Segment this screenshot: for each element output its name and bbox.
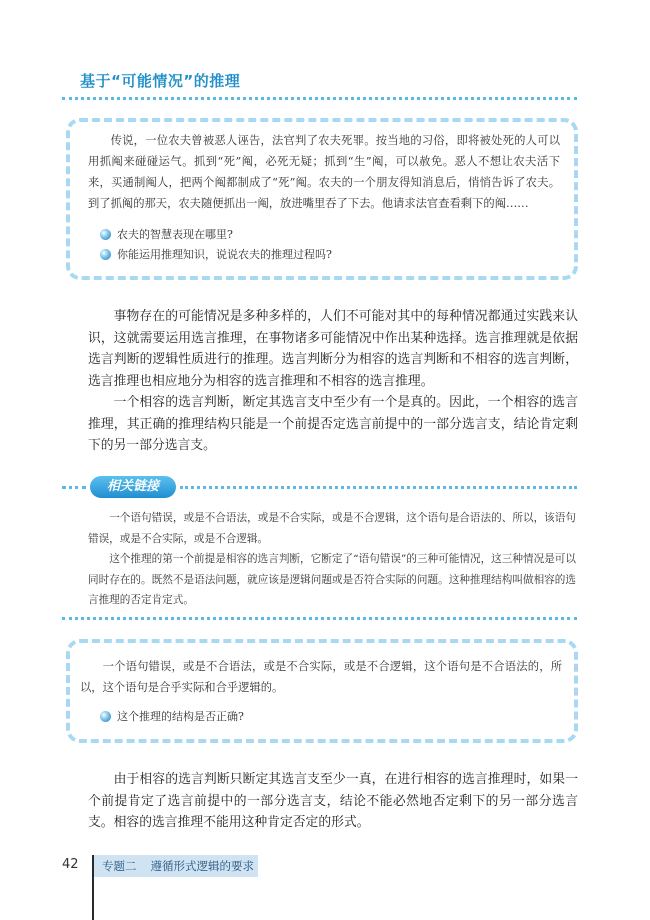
divider-dots	[62, 486, 86, 489]
related-link-paragraph: 这个推理的第一个前提是相容的选言判断，它断定了“语句错误”的三种可能情况，这三种情况是可以同时存在的。既然不是语法问题，就应该是逻辑问题或是否符合实际的问题。这种推理结构叫做相容的选言推理的否定肯定式。	[88, 553, 576, 606]
closing-text	[88, 769, 578, 834]
question-item	[100, 708, 244, 724]
body-paragraph: 事物存在的可能情况是多种多样的，人们不可能对其中的每种情况都通过实践来认识，这就需要运用选言推理，在事物诸多可能情况中作出某种选择。选言推理就是依据选言判断的逻辑性质进行的推理。选言判断分为相容的选言判断和不相容的选言判断，选言推理也相应地分为相容的选言推理和不相容的选言推理。	[88, 309, 578, 389]
question-item	[100, 246, 332, 262]
question-text: 农夫的智慧表现在哪里?	[117, 228, 233, 241]
story-text: 传说，一位农夫曾被恶人诬告，法官判了农夫死罪。按当地的习俗，即将被处死的人可以用抓阄来碰碰运气。抓到“死”阄，必死无疑；抓到“生”阄，可以赦免。恶人不想让农夫活下来，买通制阄人，把两个阄都制成了“死”阄。农夫的一个朋友得知消息后，悄悄告诉了农夫。到了抓阄的那天，农夫随便抓出一阄，放进嘴里吞了下去。他请求法官查看剩下的阄……	[88, 134, 560, 210]
body-paragraph: 由于相容的选言判断只断定其选言支至少一真，在进行相容的选言推理时，如果一个前提肯定了选言前提中的一部分选言支，结论不能必然地否定剩下的另一部分选言支。相容的选言推理不能用这种肯定否定的形式。	[88, 772, 578, 830]
title-divider	[62, 97, 577, 100]
footer-topic	[102, 858, 268, 874]
footer-rule	[92, 855, 94, 920]
section-title: 基于“可能情况”的推理	[80, 72, 241, 90]
topic-title: 遵循形式逻辑的要求	[150, 859, 254, 873]
exercise-text: 一个语句错误，或是不合语法，或是不合实际，或是不合逻辑，这个语句是不合语法的，所以，这个语句是合乎实际和合乎逻辑的。	[80, 660, 562, 694]
question-item	[100, 226, 233, 242]
divider-dots	[180, 486, 577, 489]
related-link-divider	[62, 617, 577, 620]
related-link-text	[88, 508, 576, 611]
globe-bullet-icon	[100, 249, 111, 260]
globe-bullet-icon	[100, 711, 111, 722]
question-text: 这个推理的结构是否正确?	[117, 710, 244, 723]
related-link-paragraph: 一个语句错误，或是不合语法，或是不合实际，或是不合逻辑，这个语句是合语法的、所以，该语句错误，或是不合实际，或是不合逻辑。	[88, 512, 576, 545]
related-link-badge: 相关链接	[90, 476, 176, 498]
question-text: 你能运用推理知识，说说农夫的推理过程吗?	[117, 248, 332, 261]
related-link-header	[62, 476, 577, 498]
main-text	[88, 306, 578, 457]
body-paragraph: 一个相容的选言判断，断定其选言支中至少有一个是真的。因此，一个相容的选言推理，其正确的推理结构只能是一个前提否定选言前提中的一部分选言支，结论肯定剩下的另一部分选言支。	[88, 395, 578, 453]
page-number: 42	[62, 857, 79, 872]
globe-bullet-icon	[100, 229, 111, 240]
topic-number: 专题二	[102, 859, 137, 873]
